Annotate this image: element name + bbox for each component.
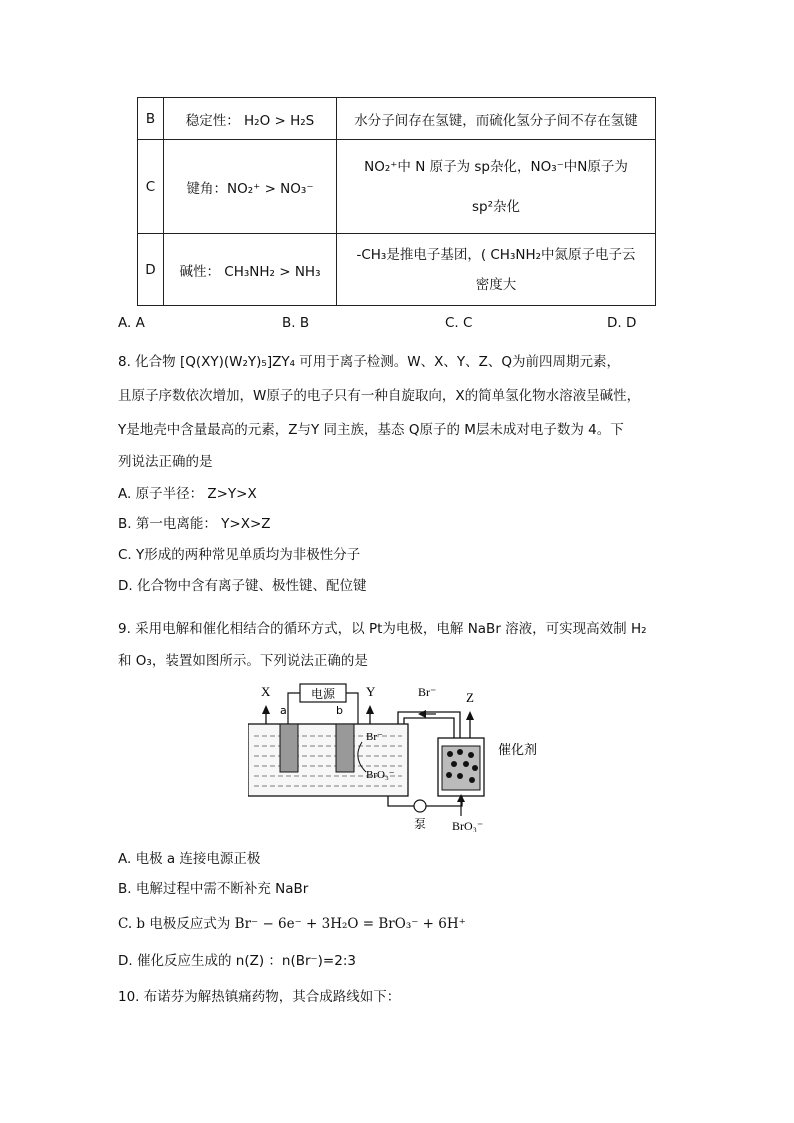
label-power: 电源 [310,687,336,701]
row-key: B [138,98,164,140]
y-arrow-icon [366,705,374,714]
row-reason-line: sp²杂化 [471,198,520,215]
q7-option-b: B. B [282,315,310,331]
q8-option-d: D. 化合物中含有离子键、极性键、配位键 [118,578,367,594]
q9-option-b: B. 电解过程中需不断补充 NaBr [118,881,309,897]
electrode-b [336,724,354,772]
electrode-a [280,724,298,772]
label-catalyst: 催化剂 [498,743,538,758]
label-b: b [336,704,343,717]
x-arrow-icon [262,705,270,714]
label-z: Z [466,690,474,705]
electrolysis-diagram [248,680,548,832]
q8-stem-line: 8. 化合物 [Q(XY)(W₂Y)₅]ZY₄ 可用于离子检测。W、X、Y、Z、Q为前四周期元素， [118,354,621,370]
row-key: C [138,140,164,234]
label-a: a [280,704,287,717]
label-br-mid: Br⁻ [366,731,383,743]
q9-stem-line: 9. 采用电解和催化相结合的循环方式，以 Pt为电极，电解 NaBr 溶液，可实现高效制 H₂ [118,621,647,637]
label-bro3-mid: BrO₃⁻ [366,769,395,781]
row-reason-line: NO₂⁺中 N 原子为 sp杂化，NO₃⁻中N原子为 [364,158,628,175]
table-row [138,234,656,306]
wire-b [346,693,358,724]
row-reason [337,234,656,306]
row-reason [337,140,656,234]
pump-pipe-right [426,796,462,806]
q7-option-c: C. C [445,315,473,331]
q8-option-b: B. 第一电离能： Y>X>Z [118,516,271,532]
q8-stem-line: 且原子序数依次增加，W原子的电子只有一种自旋取向，X的简单氢化物水溶液呈碱性， [118,388,641,404]
row-property: 稳定性： H₂O > H₂S [164,98,337,140]
row-reason: 水分子间存在氢键，而硫化氢分子间不存在氢键 [337,98,656,140]
row-key: D [138,234,164,306]
row-property: 碱性： CH₃NH₂ > NH₃ [164,234,337,306]
q9-stem-line: 和 O₃，装置如图所示。下列说法正确的是 [118,653,368,669]
q8-stem-line: 列说法正确的是 [118,454,213,470]
q9-option-c: C. b 电极反应式为 Br⁻ − 6e⁻ + 3H₂O = BrO₃⁻ + 6H⁺ [118,916,466,932]
electrolysis-cell [248,724,408,796]
q10-stem: 10. 布诺芬为解热镇痛药物，其合成路线如下： [118,989,401,1005]
pump-pipe-left [388,796,414,806]
q7-option-a: A. A [118,315,145,331]
q8-stem-line: Y是地壳中含量最高的元素，Z与Y 同主族，基态 Q原子的 M层未成对电子数为 4。下 [118,422,624,438]
table-row [138,98,656,140]
q7-option-d: D. D [607,315,637,331]
label-br-top: Br⁻ [418,685,437,699]
q7-table [137,97,656,306]
label-pump: 泵 [414,817,427,831]
q8-option-c: C. Y形成的两种常见单质均为非极性分子 [118,547,361,563]
pump-icon [414,800,426,812]
row-reason-line: 密度大 [475,276,517,293]
label-bro3-bottom: BrO₃⁻ [452,819,484,832]
q9-option-d: D. 催化反应生成的 n(Z) ：n(Br⁻)=2:3 [118,953,356,969]
wire-a [288,693,300,724]
z-arrow-icon [466,711,474,720]
return-pipe-inner [404,718,454,738]
row-reason-line: -CH₃是推电子基团，( CH₃NH₂中氮原子电子云 [356,246,636,263]
q9-option-a: A. 电极 a 连接电源正极 [118,851,261,867]
label-y: Y [366,684,376,699]
br-flow-arrow-icon [418,710,426,718]
q8-option-a: A. 原子半径： Z>Y>X [118,486,257,502]
label-x: X [261,684,271,699]
table-row [138,140,656,234]
row-property: 键角：NO₂⁺ > NO₃⁻ [164,140,337,234]
